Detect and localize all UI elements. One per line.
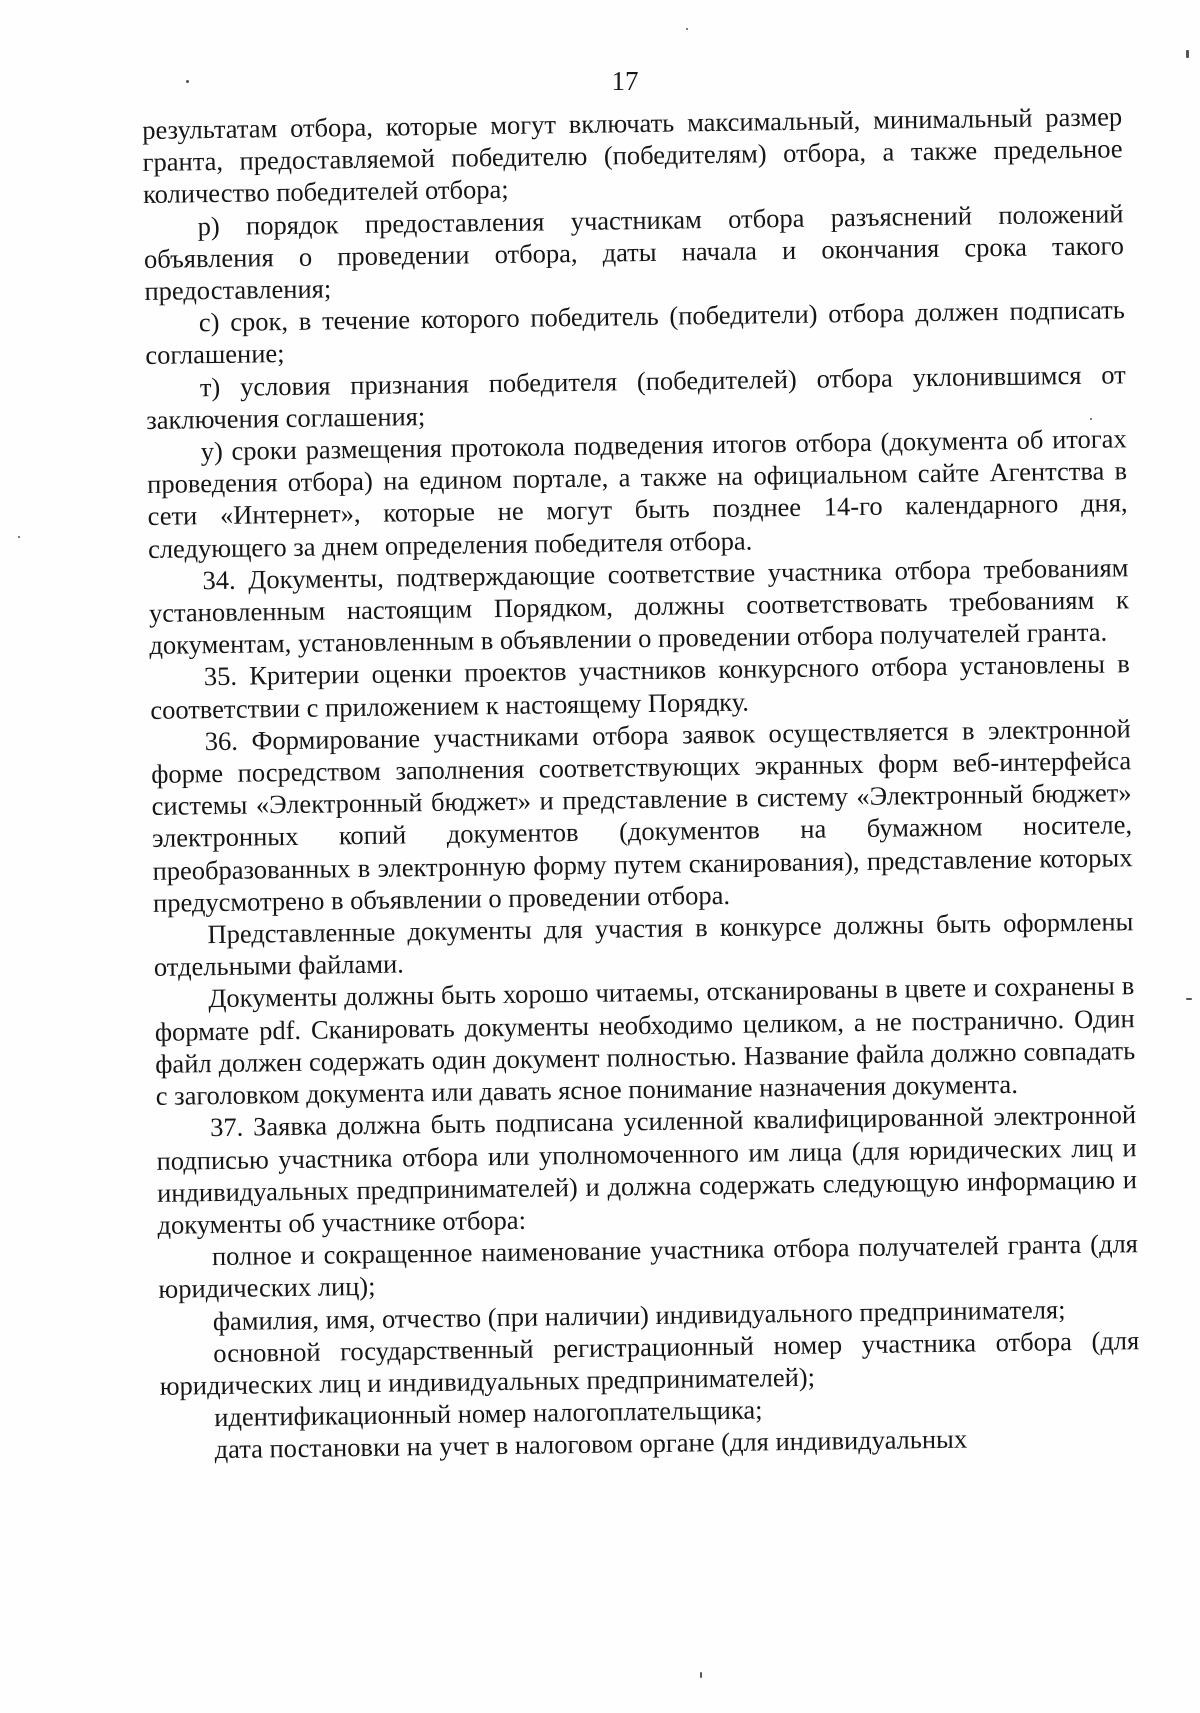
paragraph: 36. Формирование участниками отбора заявок осуществляется в электронной форме посредством заполнения соответствующих экранных форм веб-интерфейса системы «Электронный бюджет» и представление в систему «Электронный бюджет» электронных копий документов (документов на бумажном носителе, преобразованных в электронную форму путем сканирования), представление которых предусмотрено в объявлении о проведении отбора. — [151, 713, 1133, 918]
paragraph: результатам отбора, которые могут включать максимальный, минимальный размер гранта, предоставляемой победителю (победителям) отбора, а также предельное количество победителей отбора; — [142, 101, 1123, 210]
scan-speck — [186, 80, 189, 83]
scan-speck — [1186, 50, 1189, 58]
paragraph: основной государственный регистрационный номер участника отбора (для юридических лиц и индивидуальных предпринимателей); — [159, 1324, 1140, 1401]
paragraph: с) срок, в течение которого победитель (победители) отбора должен подписать соглашение; — [145, 294, 1126, 371]
scan-speck — [1186, 998, 1192, 1000]
paragraph: фамилия, имя, отчество (при наличии) индивидуального предпринимателя; — [212, 1293, 1066, 1336]
paragraph: Представленные документы для участия в конкурсе должны быть оформлены отдельными файлами. — [153, 906, 1134, 983]
paragraph: идентификационный номер налогоплательщика; — [213, 1394, 763, 1433]
paragraph: 34. Документы, подтверждающие соответствие участника отбора требованиям установленным настоящим Порядком, должны соответствовать требованиям к документам, установленным в объявлении о проведении отбора получателей гранта. — [148, 552, 1130, 661]
scan-speck — [18, 536, 20, 538]
document-body — [142, 100, 1141, 1466]
paragraph: 35. Критерии оценки проектов участников конкурсного отбора установлены в соответствии с приложением к настоящему Порядку. — [150, 648, 1130, 725]
page-number: 17 — [611, 66, 639, 96]
paragraph: Документы должны быть хорошо читаемы, отсканированы в цвете и сохранены в формате pdf. Сканировать документы необходимо целиком, а не постранично. Один файл должен содержать один документ полностью. Название файла должно совпадать с заголовком документа или давать ясное понимание назначения документа. — [154, 970, 1136, 1111]
paragraph: р) порядок предоставления участникам отбора разъяснений положений объявления о проведении отбора, даты начала и окончания срока такого предоставления; — [143, 197, 1125, 306]
scan-speck — [700, 1672, 702, 1678]
paragraph: полное и сокращенное наименование участника отбора получателей гранта (для юридических лиц); — [158, 1228, 1139, 1305]
paragraph: дата постановки на учет в налоговом органе (для индивидуальных — [214, 1423, 968, 1465]
paragraph: у) сроки размещения протокола подведения итогов отбора (документа об итогах проведения отбора) на едином портале, а также на официальном сайте Агентства в сети «Интернет», которые не могут быть позднее 14-го календарного дня, следующего за днем определения победителя отбора. — [146, 423, 1128, 564]
scan-speck — [686, 28, 688, 30]
scan-speck — [1090, 418, 1092, 420]
paragraph: 37. Заявка должна быть подписана усиленной квалифицированной электронной подписью участника отбора или уполномоченного им лица (для юридических лиц и индивидуальных предпринимателей) и должна содержать следующую информацию и документы об участнике отбора: — [156, 1099, 1138, 1240]
paragraph: т) условия признания победителя (победителей) отбора уклонившимся от заключения соглашения; — [146, 358, 1126, 435]
